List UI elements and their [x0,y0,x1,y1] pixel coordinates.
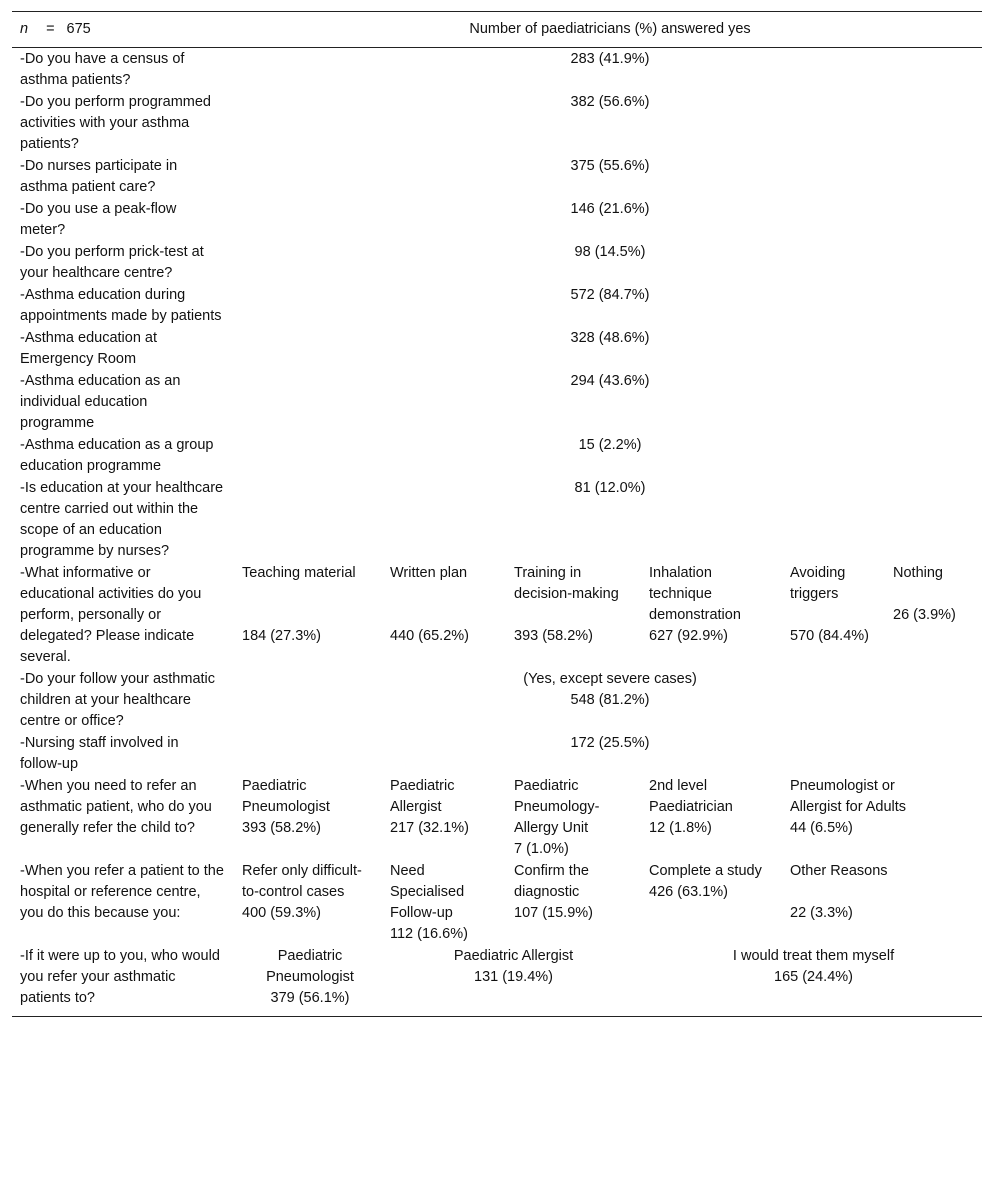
option-label: Avoiding triggers [790,565,846,602]
option-cell [382,945,641,1017]
option-value: 217 (32.1%) [390,820,469,836]
question-cell: -Asthma education at Emergency Room [20,330,158,367]
option-value: 570 (84.4%) [790,628,869,644]
question-cell: -Do your follow your asthmatic children at your healthcare centre or office? [20,671,216,729]
option-label: Paediatric Pneumologist [266,948,354,985]
option-label: Training in decision-making [514,565,619,602]
answer-cell: 98 (14.5%) [574,244,646,260]
question-cell: -If it were up to you, who would you refer your asthmatic patients to? [20,948,220,1006]
option-value: 379 (56.1%) [270,990,350,1006]
option-value: 393 (58.2%) [514,628,593,644]
question-cell: -When you need to refer an asthmatic patient, who do you generally refer the child to? [20,778,212,836]
option-label: Pneumologist or Allergist for Adults [790,778,907,815]
option-cell [885,562,982,668]
answer-cell: 283 (41.9%) [570,51,650,67]
answer-cell: 81 (12.0%) [574,480,646,496]
table-row [12,155,982,198]
option-value: 107 (15.9%) [514,905,593,921]
option-value: 184 (27.3%) [242,628,321,644]
answer-cell: 172 (25.5%) [570,735,650,751]
question-cell: -When you refer a patient to the hospital or reference centre, you do this because you: [20,863,224,921]
answer-value: 548 (81.2%) [570,692,650,708]
option-value: 12 (1.8%) [649,820,712,836]
option-cell [782,562,885,668]
column-title: Number of paediatricians (%) answered yes [469,21,751,37]
option-label: Confirm the diagnostic [514,863,589,900]
table-row [12,477,982,562]
question-cell: -Do you perform programmed activities with your asthma patients? [20,94,211,152]
question-cell: -Do you have a census of asthma patients? [20,51,185,88]
question-cell: -What informative or educational activities do you perform, personally or delegated? Please indicate several. [20,565,202,665]
option-label: Paediatric Pneumology-Allergy Unit [514,778,600,836]
option-label: Paediatric Allergist [453,948,574,964]
option-cell [506,860,641,945]
referral-row [12,775,982,860]
n-value: 675 [66,21,91,37]
question-cell: -Asthma education during appointments made by patients [20,287,222,324]
informative-activities-row [12,562,982,668]
option-cell [234,775,382,860]
option-cell [641,775,782,860]
option-value: 131 (19.4%) [474,969,553,985]
option-label: Nothing [893,565,943,581]
option-value: 26 (3.9%) [893,607,956,623]
option-label: Paediatric Pneumologist [242,778,330,815]
header-row [12,12,982,48]
answer-cell: 382 (56.6%) [570,94,650,110]
option-label: Paediatric Allergist [390,778,455,815]
option-cell [506,775,641,860]
answer-cell: 328 (48.6%) [570,330,650,346]
n-label: n [20,21,29,37]
option-value: 7 (1.0%) [514,841,569,857]
option-value: 112 (16.6%) [390,926,468,942]
option-cell [506,562,641,668]
option-cell [234,945,382,1017]
table-row [12,91,982,155]
option-label: Teaching material [242,565,356,581]
follow-up-row [12,668,982,732]
table-row [12,48,982,92]
option-label: Written plan [390,565,468,581]
table-row [12,434,982,477]
table-row [12,327,982,370]
table-row [12,241,982,284]
option-cell [782,775,982,860]
option-value: 44 (6.5%) [790,820,853,836]
option-cell [382,860,506,945]
option-label: Other Reasons [790,863,888,879]
n-header-cell [12,12,234,48]
ideal-referral-row [12,945,982,1017]
option-value: 627 (92.9%) [649,628,728,644]
option-cell [641,562,782,668]
table-row [12,370,982,434]
option-value: 393 (58.2%) [242,820,321,836]
option-label: 2nd level Paediatrician [649,778,733,815]
answer-cell: 15 (2.2%) [578,437,642,453]
answer-cell [234,668,982,732]
answer-note: (Yes, except severe cases) [523,671,697,687]
option-label: I would treat them myself [732,948,895,964]
option-value: 165 (24.4%) [774,969,853,985]
question-cell: -Do nurses participate in asthma patient care? [20,158,178,195]
nursing-row [12,732,982,775]
option-label: Need Specialised Follow-up [390,863,465,921]
question-cell: -Asthma education as a group education programme [20,437,214,474]
question-cell: -Nursing staff involved in follow-up [20,735,179,772]
option-cell [234,562,382,668]
option-cell [782,860,982,945]
option-label: Refer only difficult-to-control cases [242,863,362,900]
answer-cell: 375 (55.6%) [570,158,650,174]
table-row [12,198,982,241]
option-value: 400 (59.3%) [242,905,321,921]
survey-table [12,11,982,1017]
option-value: 426 (63.1%) [649,884,728,900]
referral-reasons-row [12,860,982,945]
question-cell: -Is education at your healthcare centre carried out within the scope of an education programme by nurses? [20,480,224,559]
option-cell [382,562,506,668]
answer-cell: 146 (21.6%) [570,201,650,217]
option-cell [641,860,782,945]
question-cell: -Asthma education as an individual education programme [20,373,181,431]
option-cell [641,945,982,1017]
option-value: 440 (65.2%) [390,628,469,644]
option-label: Inhalation technique demonstration [649,565,741,623]
option-cell [382,775,506,860]
n-equals: = [46,21,55,37]
answer-cell: 572 (84.7%) [570,287,650,303]
question-cell: -Do you use a peak-flow meter? [20,201,177,238]
option-value: 22 (3.3%) [790,905,853,921]
option-label: Complete a study [649,863,762,879]
table-row [12,284,982,327]
answer-cell: 294 (43.6%) [570,373,650,389]
question-cell: -Do you perform prick-test at your healthcare centre? [20,244,204,281]
option-cell [234,860,382,945]
